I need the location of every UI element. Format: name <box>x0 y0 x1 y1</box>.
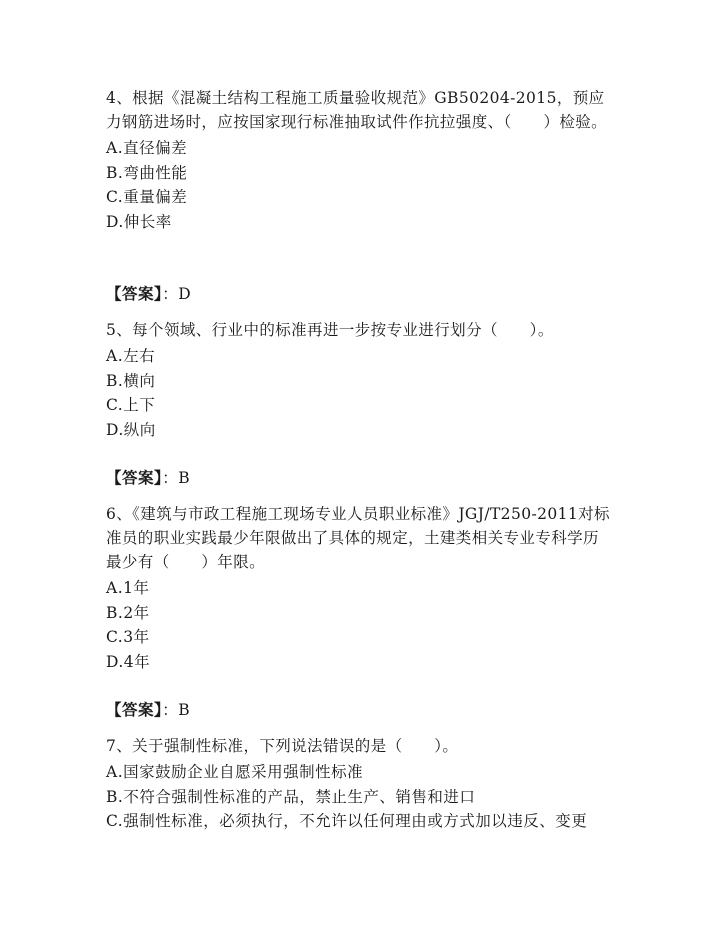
question-6-option-d: D.4年 <box>106 652 151 671</box>
question-6-option-c: C.3年 <box>106 628 150 646</box>
question-5-option-c: C.上下 <box>106 396 156 414</box>
answer-value: ：B <box>162 469 191 487</box>
question-4 <box>106 86 611 234</box>
question-5-option-a: A.左右 <box>106 347 156 365</box>
question-6-text: 6、《建筑与市政工程施工现场专业人员职业标准》JGJ/T250-2011对标准员的职业实践最少年限做出了具体的规定，土建类相关专业专科学历最少有（ ）年限。 <box>106 505 610 571</box>
answer-value: ：D <box>162 285 192 303</box>
question-4-option-a: A.直径偏差 <box>106 139 188 157</box>
question-6-option-b: B.2年 <box>106 603 150 622</box>
question-4-option-c: C.重量偏差 <box>106 188 188 206</box>
question-6-answer <box>106 698 190 722</box>
question-6 <box>106 502 611 674</box>
question-5-text: 5、每个领域、行业中的标准再进一步按专业进行划分（ ）。 <box>106 321 554 339</box>
question-7-text: 7、关于强制性标准，下列说法错误的是（ ）。 <box>106 737 459 755</box>
question-5-answer <box>106 466 190 490</box>
question-4-option-d: D.伸长率 <box>106 212 172 231</box>
question-7-options <box>106 760 611 834</box>
question-4-text: 4、根据《混凝土结构工程施工质量验收规范》GB50204-2015，预应力钢筋进场时，应按国家现行标准抽取试件作抗拉强度、（ ）检验。 <box>106 89 608 131</box>
question-7-option-c: C.强制性标准，必须执行，不允许以任何理由或方式加以违反、变更 <box>106 812 588 830</box>
question-7 <box>106 734 611 834</box>
question-5 <box>106 318 611 442</box>
question-5-option-d: D.纵向 <box>106 420 156 439</box>
question-6-option-a: A.1年 <box>106 579 150 597</box>
question-4-answer <box>106 282 191 306</box>
question-6-options <box>106 576 611 674</box>
question-7-option-b: B.不符合强制性标准的产品，禁止生产、销售和进口 <box>106 787 476 806</box>
answer-value: ：B <box>162 701 191 719</box>
question-7-option-a: A.国家鼓励企业自愿采用强制性标准 <box>106 763 364 781</box>
answer-label: 【答案】 <box>106 284 163 303</box>
question-4-options <box>106 136 611 234</box>
question-4-option-b: B.弯曲性能 <box>106 163 188 182</box>
answer-label: 【答案】 <box>106 468 163 487</box>
question-5-option-b: B.横向 <box>106 371 156 390</box>
question-5-options <box>106 344 611 442</box>
answer-label: 【答案】 <box>106 700 163 719</box>
